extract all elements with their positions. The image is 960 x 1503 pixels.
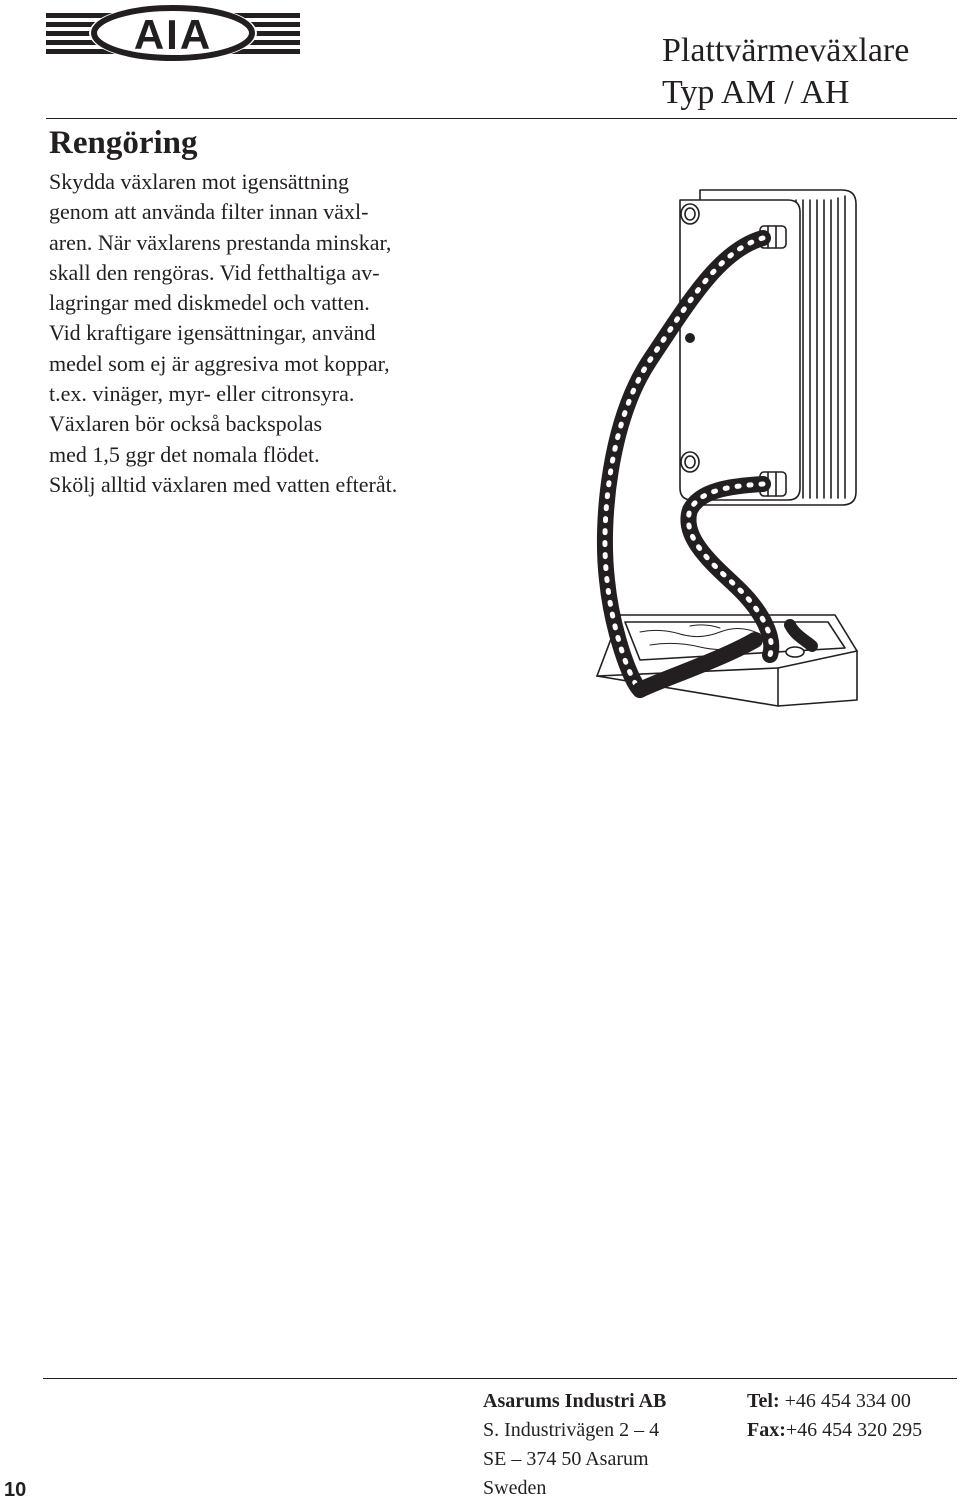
page-number: 10 — [4, 1479, 27, 1501]
paragraph-line: Vid kraftigare igensättningar, använd — [49, 320, 376, 346]
document-title-line-1: Plattvärmeväxlare — [662, 32, 910, 69]
contact-info — [747, 1387, 922, 1445]
header-divider — [46, 118, 957, 119]
heat-exchanger-illustration — [590, 180, 870, 715]
company-name: Asarums Industri AB — [483, 1390, 667, 1412]
phone-label: Tel: — [747, 1390, 780, 1412]
fax-number: +46 454 320 295 — [785, 1419, 923, 1441]
company-address — [483, 1387, 666, 1503]
paragraph-line: t.ex. vinäger, myr- eller citronsyra. — [49, 381, 355, 407]
paragraph-line: aren. När växlarens prestanda minskar, — [49, 229, 392, 255]
paragraph-line: genom att använda filter innan växl- — [49, 199, 369, 225]
address-line: S. Industrivägen 2 – 4 — [483, 1419, 660, 1441]
paragraph-line: Skydda växlaren mot igensättning — [49, 169, 349, 194]
paragraph-line: Skölj alltid växlaren med vatten efteråt. — [49, 471, 398, 497]
paragraph-line: medel som ej är aggresiva mot koppar, — [49, 350, 390, 376]
footer-divider — [43, 1378, 957, 1379]
country: Sweden — [483, 1477, 547, 1499]
section-paragraph — [49, 167, 479, 500]
phone-line — [747, 1387, 922, 1416]
fax-line — [747, 1416, 922, 1445]
document-title — [634, 30, 954, 114]
aia-logo — [46, 4, 300, 62]
paragraph-line: skall den rengöras. Vid fetthaltiga av- — [49, 259, 380, 285]
address-line: SE – 374 50 Asarum — [483, 1448, 649, 1470]
document-title-line-2: Typ AM / AH — [662, 74, 850, 111]
phone-number: +46 454 334 00 — [779, 1390, 911, 1412]
section-heading: Rengöring — [49, 125, 198, 161]
paragraph-line: med 1,5 ggr det nomala flödet. — [49, 441, 320, 467]
fax-label: Fax: — [747, 1419, 786, 1441]
svg-text:AIA: AIA — [133, 11, 213, 58]
paragraph-line: Växlaren bör också backspolas — [49, 411, 323, 437]
paragraph-line: lagringar med diskmedel och vatten. — [49, 290, 370, 316]
